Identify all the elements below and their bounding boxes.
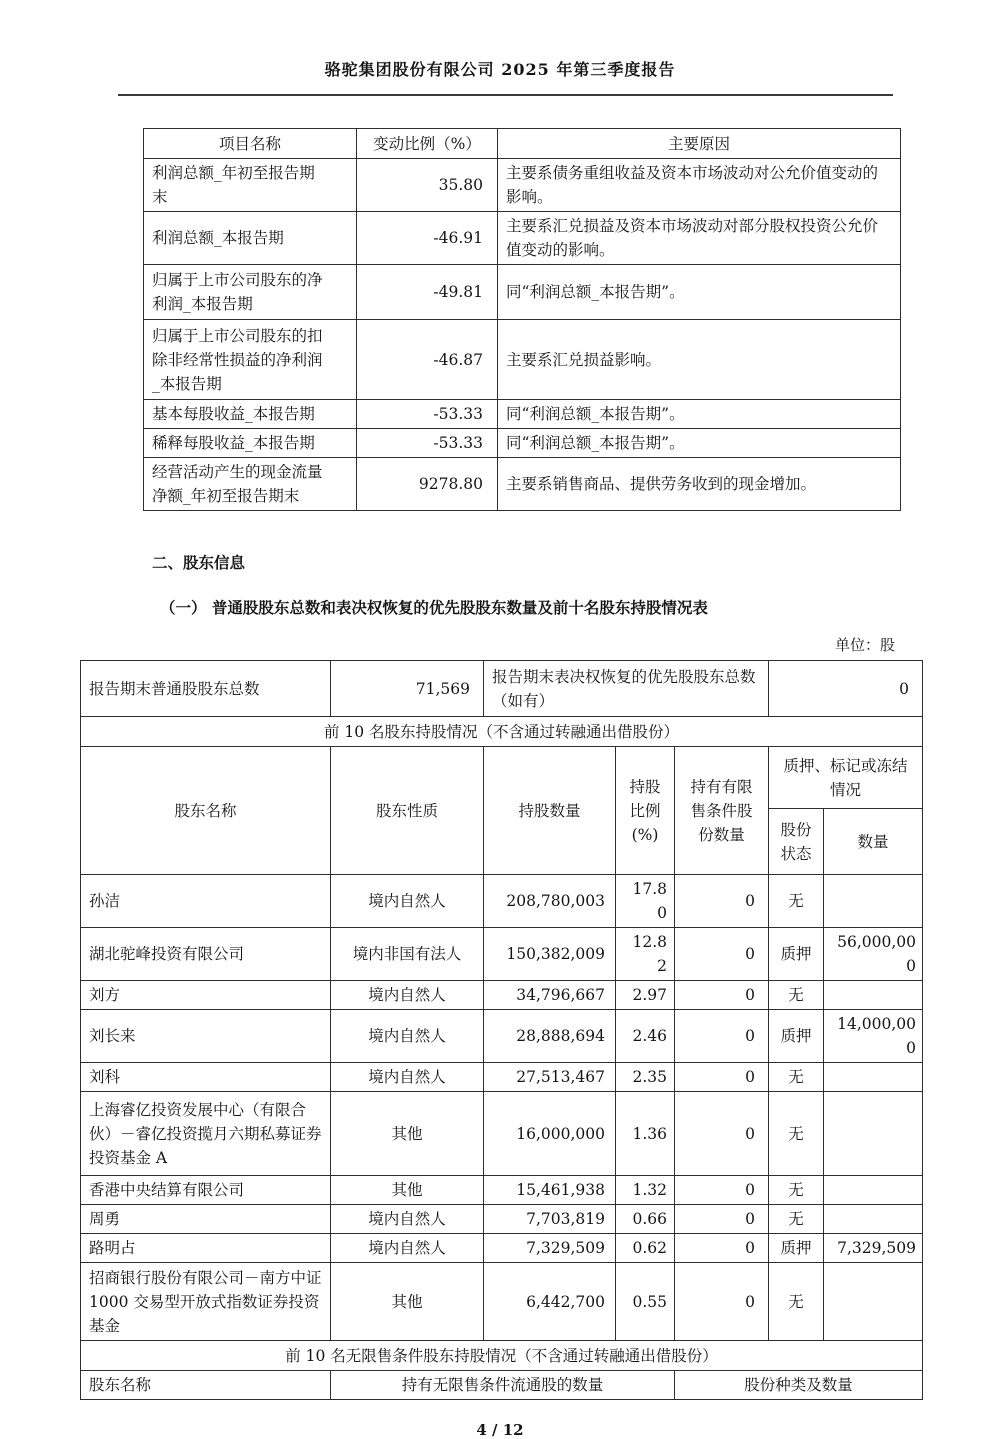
ratio-cell: -46.91 bbox=[357, 212, 498, 265]
ratio-cell: -53.33 bbox=[357, 400, 498, 429]
change-ratio-table bbox=[143, 128, 901, 511]
common-shareholders-value: 71,569 bbox=[331, 661, 484, 717]
table-row bbox=[144, 159, 901, 212]
common-shareholders-label: 报告期末普通股股东总数 bbox=[81, 661, 331, 717]
preferred-shareholders-value: 0 bbox=[769, 661, 923, 717]
report-title: 骆驼集团股份有限公司 2025 年第三季度报告 bbox=[324, 60, 676, 79]
top10-banner: 前 10 名股东持股情况（不含通过转融通出借股份） bbox=[81, 717, 923, 747]
column-header-name: 股东名称 bbox=[81, 1371, 331, 1400]
pledge-status-cell: 无 bbox=[769, 1205, 824, 1234]
change-table-header-row bbox=[144, 129, 901, 159]
shareholder-name-cell: 上海睿亿投资发展中心（有限合伙）－睿亿投资揽月六期私募证券投资基金 A bbox=[81, 1092, 331, 1176]
ratio-cell: 1.32 bbox=[616, 1176, 675, 1205]
shareholder-row bbox=[81, 1263, 923, 1341]
table-row bbox=[144, 400, 901, 429]
header-rule bbox=[118, 94, 893, 96]
shareholder-row bbox=[81, 1010, 923, 1063]
shares-cell: 7,329,509 bbox=[484, 1234, 616, 1263]
shareholder-row bbox=[81, 1205, 923, 1234]
reason-cell: 主要系汇兑损益影响。 bbox=[498, 320, 901, 400]
restricted-cell: 0 bbox=[675, 1092, 769, 1176]
ratio-cell: 12.82 bbox=[616, 928, 675, 981]
shareholder-nature-cell: 境内自然人 bbox=[331, 1063, 484, 1092]
section-subheading: （一） 普通股股东总数和表决权恢复的优先股股东数量及前十名股东持股情况表 bbox=[160, 598, 708, 617]
column-header-shares: 持股数量 bbox=[484, 747, 616, 875]
shareholder-row bbox=[81, 1092, 923, 1176]
column-header-type-qty: 股份种类及数量 bbox=[675, 1371, 923, 1400]
shareholder-nature-cell: 境内自然人 bbox=[331, 1010, 484, 1063]
pledge-qty-cell bbox=[824, 1092, 923, 1176]
shareholder-row bbox=[81, 928, 923, 981]
shareholder-nature-cell: 境内自然人 bbox=[331, 1205, 484, 1234]
column-header-item: 项目名称 bbox=[144, 129, 357, 159]
column-header-nature: 股东性质 bbox=[331, 747, 484, 875]
pledge-status-cell: 质押 bbox=[769, 1234, 824, 1263]
table-row bbox=[144, 458, 901, 511]
unit-label: 单位：股 bbox=[834, 636, 895, 654]
ratio-cell: 1.36 bbox=[616, 1092, 675, 1176]
ratio-cell: 0.55 bbox=[616, 1263, 675, 1341]
pledge-status-cell: 无 bbox=[769, 875, 824, 928]
banner-row bbox=[81, 1341, 923, 1371]
reason-cell: 同“利润总额_本报告期”。 bbox=[498, 265, 901, 320]
pledge-status-cell: 无 bbox=[769, 1263, 824, 1341]
shareholder-nature-cell: 其他 bbox=[331, 1263, 484, 1341]
banner-row bbox=[81, 717, 923, 747]
pledge-qty-cell bbox=[824, 1063, 923, 1092]
column-header-pledge-group: 质押、标记或冻结情况 bbox=[769, 747, 923, 809]
item-name-cell: 经营活动产生的现金流量净额_年初至报告期末 bbox=[144, 458, 357, 511]
unrestricted-banner: 前 10 名无限售条件股东持股情况（不含通过转融通出借股份） bbox=[81, 1341, 923, 1371]
shareholder-nature-cell: 其他 bbox=[331, 1092, 484, 1176]
ratio-cell: -53.33 bbox=[357, 429, 498, 458]
shareholder-name-cell: 刘长来 bbox=[81, 1010, 331, 1063]
restricted-cell: 0 bbox=[675, 1205, 769, 1234]
shareholder-row bbox=[81, 1063, 923, 1092]
pledge-qty-cell bbox=[824, 875, 923, 928]
shareholder-name-cell: 香港中央结算有限公司 bbox=[81, 1176, 331, 1205]
ratio-cell: 0.62 bbox=[616, 1234, 675, 1263]
pledge-qty-cell bbox=[824, 1263, 923, 1341]
table-row bbox=[144, 320, 901, 400]
shareholder-nature-cell: 境内自然人 bbox=[331, 981, 484, 1010]
ratio-cell: 2.35 bbox=[616, 1063, 675, 1092]
shares-cell: 34,796,667 bbox=[484, 981, 616, 1010]
section-heading: 二、股东信息 bbox=[152, 553, 246, 572]
item-name-cell: 归属于上市公司股东的扣除非经常性损益的净利润_本报告期 bbox=[144, 320, 357, 400]
table-row bbox=[144, 212, 901, 265]
shareholder-name-cell: 招商银行股份有限公司－南方中证 1000 交易型开放式指数证券投资基金 bbox=[81, 1263, 331, 1341]
item-name-cell: 归属于上市公司股东的净利润_本报告期 bbox=[144, 265, 357, 320]
column-header-pledge-qty: 数量 bbox=[824, 809, 923, 875]
ratio-cell: -49.81 bbox=[357, 265, 498, 320]
reason-cell: 主要系销售商品、提供劳务收到的现金增加。 bbox=[498, 458, 901, 511]
reason-cell: 主要系债务重组收益及资本市场波动对公允价值变动的影响。 bbox=[498, 159, 901, 212]
shareholder-header-row bbox=[81, 747, 923, 809]
pledge-status-cell: 无 bbox=[769, 1063, 824, 1092]
shareholder-name-cell: 路明占 bbox=[81, 1234, 331, 1263]
table-row bbox=[144, 265, 901, 320]
column-header-restricted: 持有有限售条件股份数量 bbox=[675, 747, 769, 875]
ratio-cell: 35.80 bbox=[357, 159, 498, 212]
restricted-cell: 0 bbox=[675, 928, 769, 981]
table-row bbox=[144, 429, 901, 458]
pledge-status-cell: 无 bbox=[769, 1092, 824, 1176]
ratio-cell: 9278.80 bbox=[357, 458, 498, 511]
restricted-cell: 0 bbox=[675, 1176, 769, 1205]
pledge-status-cell: 质押 bbox=[769, 928, 824, 981]
pledge-status-cell: 质押 bbox=[769, 1010, 824, 1063]
pledge-qty-cell bbox=[824, 1205, 923, 1234]
column-header-circulating: 持有无限售条件流通股的数量 bbox=[331, 1371, 675, 1400]
page-number: 4 / 12 bbox=[476, 1421, 524, 1439]
shareholder-name-cell: 湖北驼峰投资有限公司 bbox=[81, 928, 331, 981]
shares-cell: 15,461,938 bbox=[484, 1176, 616, 1205]
item-name-cell: 利润总额_本报告期 bbox=[144, 212, 357, 265]
column-header-pledge-status: 股份状态 bbox=[769, 809, 824, 875]
summary-row bbox=[81, 661, 923, 717]
restricted-cell: 0 bbox=[675, 1263, 769, 1341]
shares-cell: 16,000,000 bbox=[484, 1092, 616, 1176]
ratio-cell: -46.87 bbox=[357, 320, 498, 400]
shares-cell: 208,780,003 bbox=[484, 875, 616, 928]
item-name-cell: 稀释每股收益_本报告期 bbox=[144, 429, 357, 458]
column-header-ratio: 变动比例（%） bbox=[357, 129, 498, 159]
item-name-cell: 利润总额_年初至报告期末 bbox=[144, 159, 357, 212]
restricted-cell: 0 bbox=[675, 981, 769, 1010]
restricted-cell: 0 bbox=[675, 1010, 769, 1063]
unrestricted-header-row bbox=[81, 1371, 923, 1400]
shareholder-name-cell: 周勇 bbox=[81, 1205, 331, 1234]
ratio-cell: 2.46 bbox=[616, 1010, 675, 1063]
ratio-cell: 17.80 bbox=[616, 875, 675, 928]
pledge-qty-cell bbox=[824, 981, 923, 1010]
restricted-cell: 0 bbox=[675, 1063, 769, 1092]
shareholder-name-cell: 刘科 bbox=[81, 1063, 331, 1092]
preferred-shareholders-label: 报告期末表决权恢复的优先股股东总数（如有） bbox=[484, 661, 769, 717]
pledge-status-cell: 无 bbox=[769, 1176, 824, 1205]
ratio-cell: 2.97 bbox=[616, 981, 675, 1010]
ratio-cell: 0.66 bbox=[616, 1205, 675, 1234]
pledge-qty-cell: 7,329,509 bbox=[824, 1234, 923, 1263]
item-name-cell: 基本每股收益_本报告期 bbox=[144, 400, 357, 429]
pledge-qty-cell: 14,000,000 bbox=[824, 1010, 923, 1063]
shareholder-name-cell: 刘方 bbox=[81, 981, 331, 1010]
shareholder-row bbox=[81, 1234, 923, 1263]
shares-cell: 150,382,009 bbox=[484, 928, 616, 981]
pledge-qty-cell bbox=[824, 1176, 923, 1205]
shareholder-row bbox=[81, 981, 923, 1010]
shareholder-nature-cell: 境内自然人 bbox=[331, 875, 484, 928]
shareholder-row bbox=[81, 875, 923, 928]
shares-cell: 27,513,467 bbox=[484, 1063, 616, 1092]
column-header-ratio: 持股比例(%) bbox=[616, 747, 675, 875]
shares-cell: 28,888,694 bbox=[484, 1010, 616, 1063]
reason-cell: 同“利润总额_本报告期”。 bbox=[498, 400, 901, 429]
shareholder-nature-cell: 境内非国有法人 bbox=[331, 928, 484, 981]
shares-cell: 6,442,700 bbox=[484, 1263, 616, 1341]
column-header-name: 股东名称 bbox=[81, 747, 331, 875]
shareholder-nature-cell: 其他 bbox=[331, 1176, 484, 1205]
shareholder-name-cell: 孙洁 bbox=[81, 875, 331, 928]
restricted-cell: 0 bbox=[675, 875, 769, 928]
reason-cell: 主要系汇兑损益及资本市场波动对部分股权投资公允价值变动的影响。 bbox=[498, 212, 901, 265]
shareholder-table bbox=[80, 660, 923, 1400]
reason-cell: 同“利润总额_本报告期”。 bbox=[498, 429, 901, 458]
shareholder-row bbox=[81, 1176, 923, 1205]
column-header-reason: 主要原因 bbox=[498, 129, 901, 159]
restricted-cell: 0 bbox=[675, 1234, 769, 1263]
shareholder-nature-cell: 境内自然人 bbox=[331, 1234, 484, 1263]
shares-cell: 7,703,819 bbox=[484, 1205, 616, 1234]
pledge-qty-cell: 56,000,000 bbox=[824, 928, 923, 981]
pledge-status-cell: 无 bbox=[769, 981, 824, 1010]
